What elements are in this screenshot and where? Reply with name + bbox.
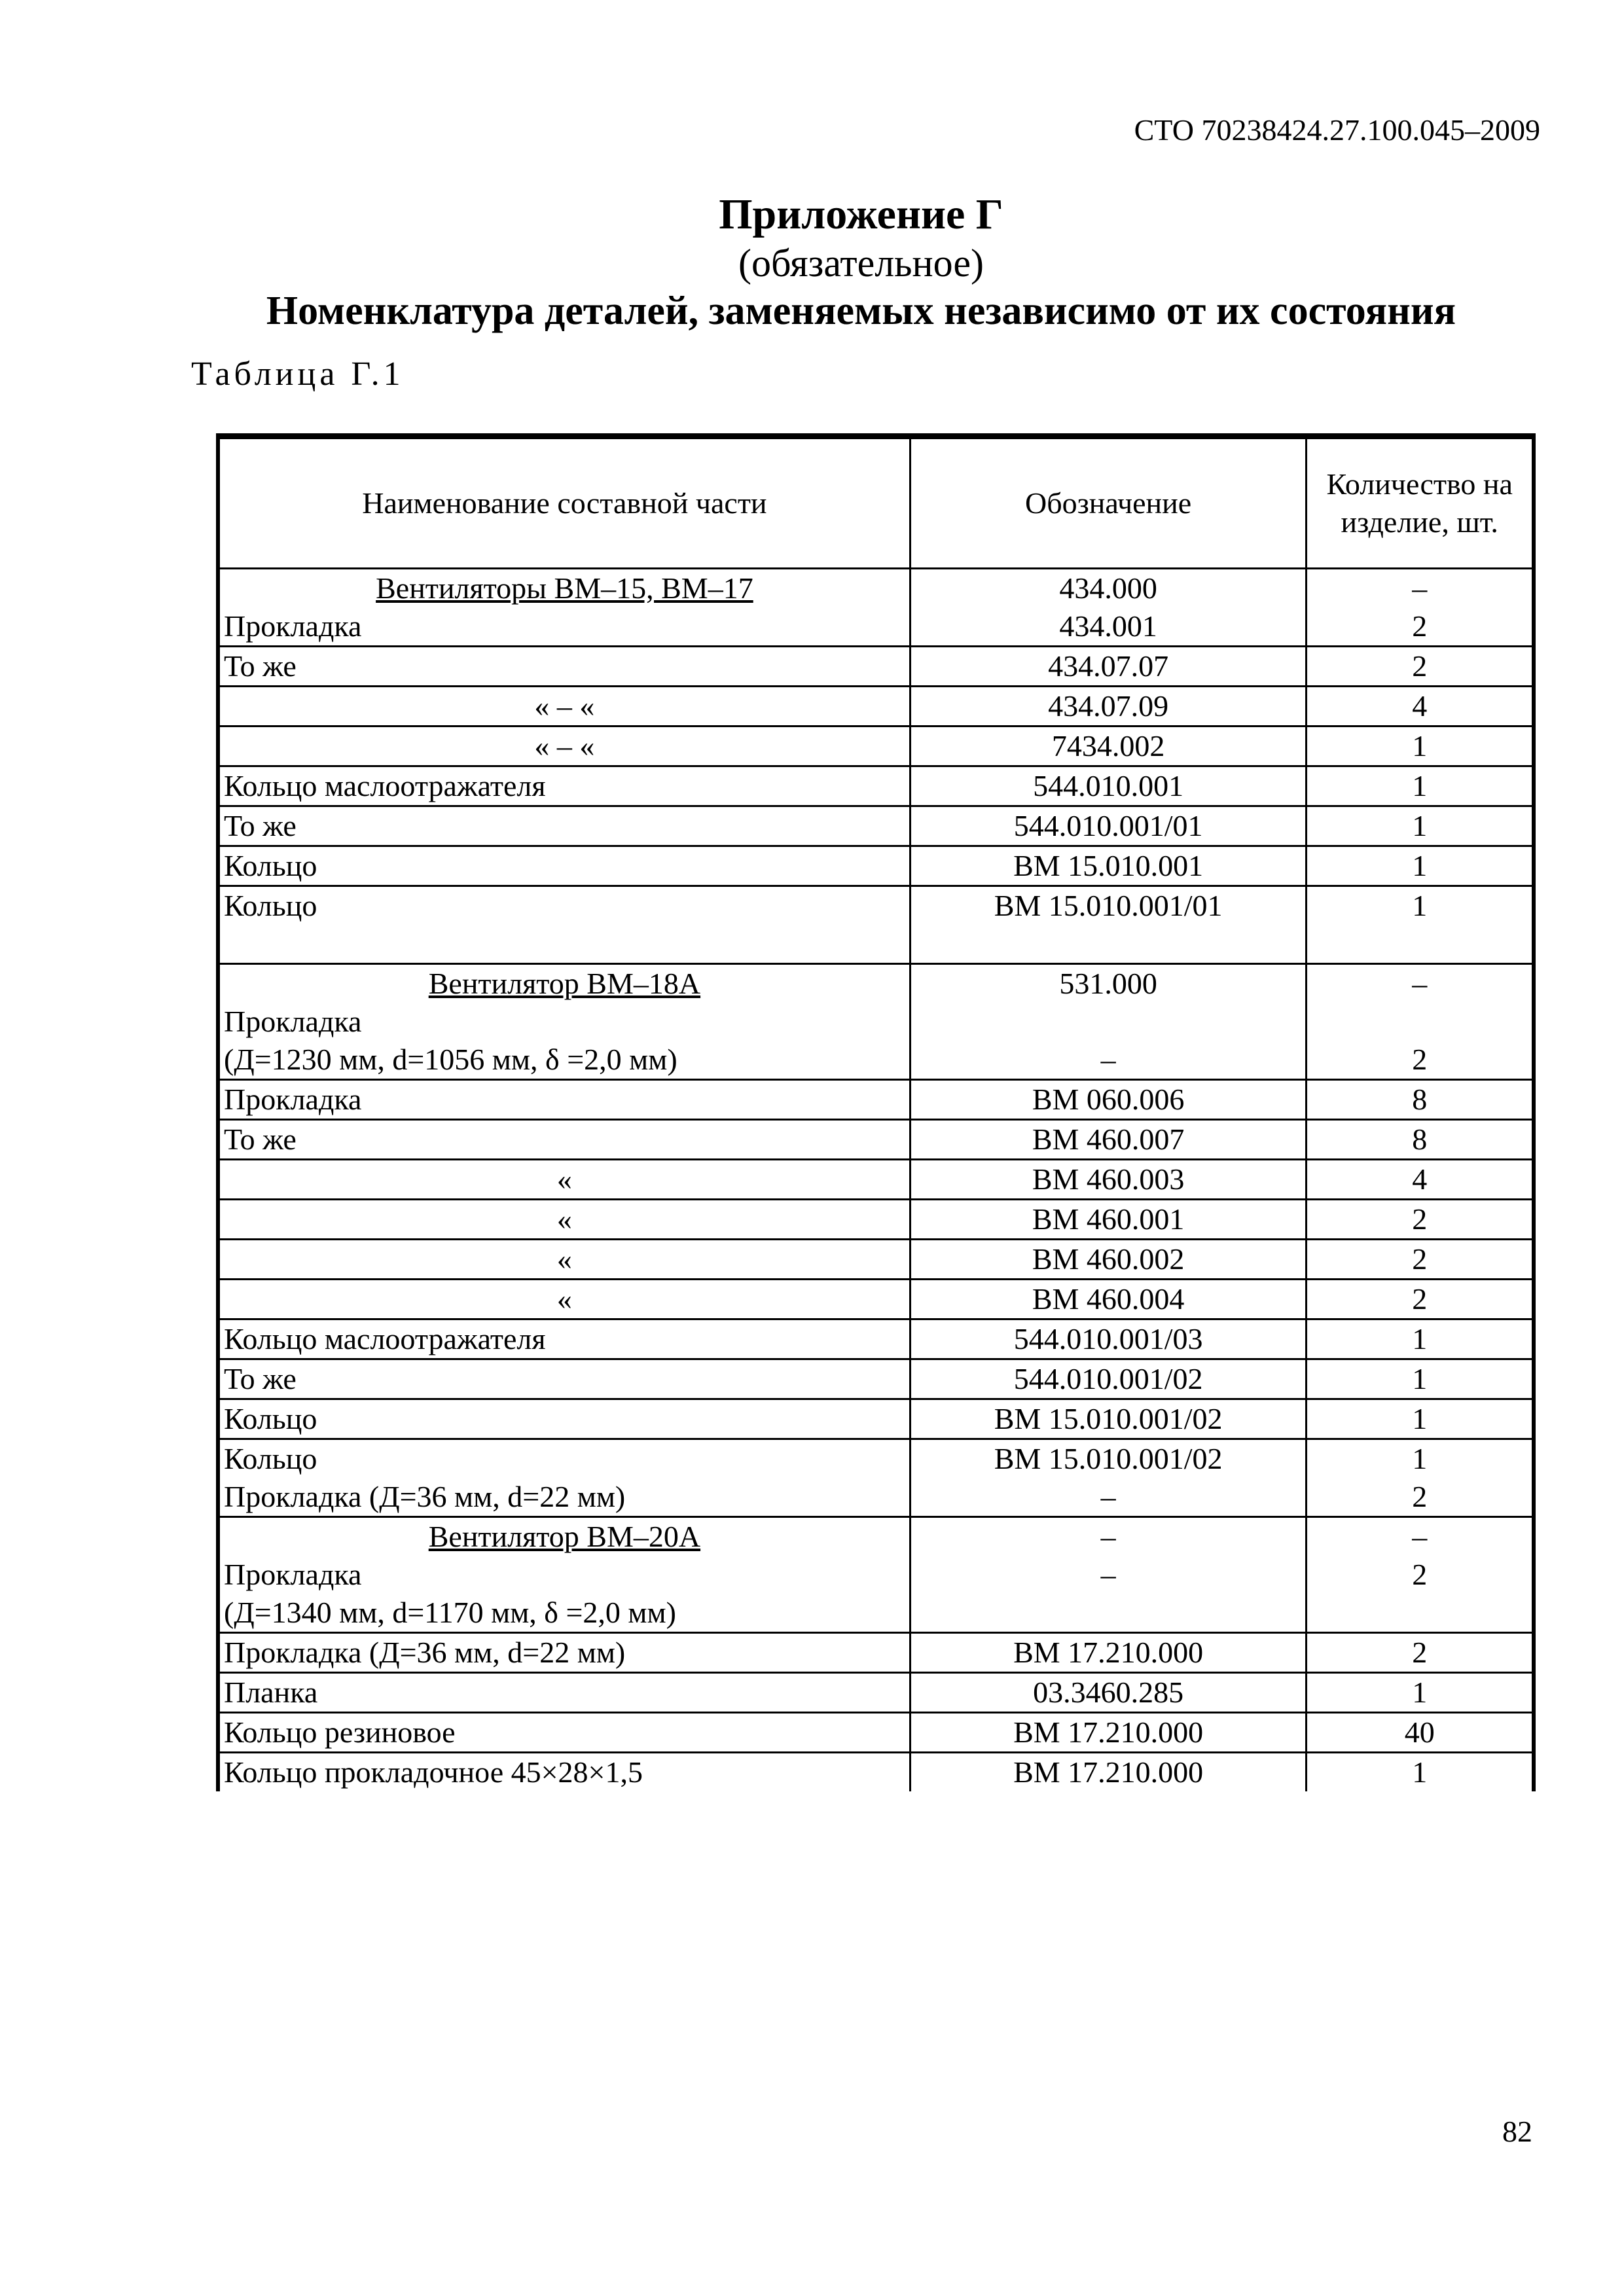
part-name-cell [220, 687, 910, 726]
table-row [220, 1399, 1532, 1439]
quantity-cell [1307, 1280, 1532, 1319]
part-name: Кольцо прокладочное 45×28×1,5 [224, 1755, 643, 1789]
designation-cell [910, 726, 1307, 766]
part-name: Планка [224, 1676, 318, 1709]
quantity: – [1412, 1520, 1428, 1553]
table-row [220, 726, 1532, 766]
designation: 434.07.09 [1048, 689, 1169, 723]
table-row [220, 1673, 1532, 1713]
designation-cell [910, 1399, 1307, 1439]
part-name-cell [220, 1753, 910, 1792]
quantity [1311, 1594, 1528, 1632]
designation: – [1100, 1558, 1116, 1591]
table-row [220, 1240, 1532, 1280]
designation: – [1100, 1520, 1116, 1553]
designation-cell [910, 1713, 1307, 1753]
quantity: 1 [1412, 1362, 1428, 1395]
designation: 544.010.001 [1033, 769, 1184, 802]
designation: 03.3460.285 [1033, 1676, 1184, 1709]
quantity: 2 [1412, 1636, 1428, 1669]
designation: – [1100, 1043, 1116, 1076]
designation: ВМ 15.010.001/02 [994, 1442, 1223, 1475]
table-row [220, 964, 1532, 1080]
part-name: Кольцо маслоотражателя [224, 769, 546, 802]
table-row [220, 1280, 1532, 1319]
quantity-cell [1307, 1359, 1532, 1399]
designation: ВМ 15.010.001/01 [994, 889, 1223, 922]
designation-cell [910, 1120, 1307, 1160]
table-row [220, 647, 1532, 687]
part-name: То же [224, 1362, 297, 1395]
designation-cell [910, 886, 1307, 964]
table-row [220, 766, 1532, 806]
quantity-cell [1307, 886, 1532, 964]
designation-cell [910, 1359, 1307, 1399]
part-name: Кольцо [224, 849, 317, 882]
designation: ВМ 15.010.001/02 [994, 1402, 1223, 1435]
part-name: (Д=1230 мм, d=1056 мм, δ =2,0 мм) [224, 1043, 677, 1076]
designation: 434.000 [1059, 571, 1157, 605]
designation: ВМ 060.006 [1032, 1083, 1185, 1116]
part-name-cell [220, 1319, 910, 1359]
designation-cell [910, 1240, 1307, 1280]
part-name: То же [224, 809, 297, 842]
quantity: 4 [1412, 1162, 1428, 1196]
quantity: 40 [1404, 1715, 1435, 1749]
table-row [220, 1713, 1532, 1753]
table-row [220, 1439, 1532, 1517]
quantity-cell [1307, 1160, 1532, 1200]
part-name: То же [224, 1122, 297, 1156]
part-name: « [556, 1162, 572, 1196]
quantity-cell [1307, 647, 1532, 687]
quantity-cell [1307, 569, 1532, 647]
part-name-cell [220, 1359, 910, 1399]
quantity: – [1412, 967, 1428, 1000]
table-row [220, 1160, 1532, 1200]
designation: 544.010.001/01 [1013, 809, 1203, 842]
table-row [220, 886, 1532, 964]
designation: ВМ 460.004 [1032, 1282, 1185, 1316]
quantity-cell [1307, 964, 1532, 1080]
group-heading: Вентилятор ВМ–20А [428, 1520, 701, 1553]
part-name: Кольцо [224, 1442, 317, 1475]
part-name: Прокладка [224, 1083, 362, 1116]
part-name: Кольцо маслоотражателя [224, 1322, 546, 1355]
part-name-cell [220, 806, 910, 846]
part-name: (Д=1340 мм, d=1170 мм, δ =2,0 мм) [224, 1596, 676, 1629]
quantity-cell [1307, 687, 1532, 726]
part-name: « – « [534, 729, 595, 762]
table-row [220, 1359, 1532, 1399]
quantity-cell [1307, 846, 1532, 886]
designation: 7434.002 [1051, 729, 1165, 762]
part-name-cell [220, 1120, 910, 1160]
table-row [220, 806, 1532, 846]
designation: ВМ 460.003 [1032, 1162, 1185, 1196]
part-name: Прокладка [224, 1558, 362, 1591]
quantity: 1 [1412, 1442, 1428, 1475]
quantity: 1 [1412, 1755, 1428, 1789]
designation: 434.07.07 [1048, 649, 1169, 683]
appendix-heading: Номенклатура деталей, заменяемых независимо от их состояния [266, 289, 1456, 333]
designation: ВМ 17.210.000 [1013, 1715, 1204, 1749]
table-row [220, 1120, 1532, 1160]
part-name: Прокладка [224, 609, 362, 643]
designation-cell [910, 1633, 1307, 1673]
part-name-cell [220, 1399, 910, 1439]
part-name-cell [220, 1673, 910, 1713]
group-heading: Вентиляторы ВМ–15, ВМ–17 [376, 571, 753, 605]
part-name: Кольцо резиновое [224, 1715, 456, 1749]
part-name: « [556, 1202, 572, 1236]
part-name-cell [220, 1240, 910, 1280]
designation-cell [910, 1160, 1307, 1200]
part-name-cell [220, 647, 910, 687]
quantity-cell [1307, 1633, 1532, 1673]
quantity-cell [1307, 1120, 1532, 1160]
part-name: « [556, 1282, 572, 1316]
part-name: Прокладка [224, 1005, 362, 1038]
part-name-cell [220, 569, 910, 647]
part-name-cell [220, 1200, 910, 1240]
quantity-cell [1307, 766, 1532, 806]
appendix-title: Приложение Г [719, 190, 1003, 238]
quantity: 1 [1412, 889, 1428, 922]
page-number: 82 [1502, 2115, 1532, 2148]
designation-cell [910, 766, 1307, 806]
part-name: « [556, 1242, 572, 1276]
designation-cell [910, 846, 1307, 886]
part-name: Кольцо [224, 1402, 317, 1435]
designation-cell [910, 1319, 1307, 1359]
quantity: 4 [1412, 689, 1428, 723]
group-heading: Вентилятор ВМ–18А [428, 967, 701, 1000]
part-name-cell [220, 886, 910, 964]
designation: ВМ 17.210.000 [1013, 1636, 1204, 1669]
designation [915, 1594, 1302, 1632]
designation: ВМ 17.210.000 [1013, 1755, 1204, 1789]
quantity: 8 [1412, 1083, 1428, 1116]
designation: 531.000 [1059, 967, 1157, 1000]
designation: ВМ 460.001 [1032, 1202, 1185, 1236]
part-name-cell [220, 1633, 910, 1673]
quantity: 1 [1412, 849, 1428, 882]
quantity-cell [1307, 1080, 1532, 1120]
quantity: 2 [1412, 1558, 1428, 1591]
designation-cell [910, 964, 1307, 1080]
part-name: То же [224, 649, 297, 683]
designation: 544.010.001/03 [1013, 1322, 1203, 1355]
part-name: Прокладка (Д=36 мм, d=22 мм) [224, 1480, 626, 1513]
designation-cell [910, 1280, 1307, 1319]
part-name-cell [220, 1080, 910, 1120]
table-row [220, 1633, 1532, 1673]
quantity: 2 [1412, 1282, 1428, 1316]
parts-table [216, 433, 1536, 1791]
designation-cell [910, 687, 1307, 726]
part-name: Кольцо [224, 889, 317, 922]
column-header-code: Обозначение [910, 439, 1307, 569]
quantity: 1 [1412, 769, 1428, 802]
quantity-cell [1307, 1319, 1532, 1359]
designation: – [1100, 1480, 1116, 1513]
quantity-cell [1307, 806, 1532, 846]
column-header-name: Наименование составной части [220, 439, 910, 569]
table-row [220, 1080, 1532, 1120]
designation-cell [910, 1080, 1307, 1120]
quantity: 2 [1412, 609, 1428, 643]
quantity: 2 [1412, 649, 1428, 683]
part-name-cell [220, 1160, 910, 1200]
table-row [220, 569, 1532, 647]
designation-cell [910, 569, 1307, 647]
part-name-cell [220, 1280, 910, 1319]
designation-cell [910, 1200, 1307, 1240]
quantity: 1 [1412, 729, 1428, 762]
quantity-cell [1307, 1200, 1532, 1240]
part-name-cell [220, 1713, 910, 1753]
part-name-cell [220, 1439, 910, 1517]
quantity-cell [1307, 1399, 1532, 1439]
quantity: 1 [1412, 1676, 1428, 1709]
table-caption: Таблица Г.1 [191, 355, 405, 393]
quantity: 2 [1412, 1202, 1428, 1236]
part-name-cell [220, 964, 910, 1080]
part-name-cell [220, 726, 910, 766]
table-row [220, 1319, 1532, 1359]
document-code: СТО 70238424.27.100.045–2009 [1134, 113, 1540, 147]
part-name: Прокладка (Д=36 мм, d=22 мм) [224, 1636, 626, 1669]
designation-cell [910, 1439, 1307, 1517]
table-row [220, 1753, 1532, 1792]
quantity-cell [1307, 726, 1532, 766]
part-name-cell [220, 766, 910, 806]
quantity: 8 [1412, 1122, 1428, 1156]
quantity-cell [1307, 1753, 1532, 1792]
designation: ВМ 460.007 [1032, 1122, 1185, 1156]
quantity-cell [1307, 1439, 1532, 1517]
designation-cell [910, 1753, 1307, 1792]
quantity: 2 [1412, 1043, 1428, 1076]
designation: 434.001 [1059, 609, 1157, 643]
table-row [220, 1200, 1532, 1240]
quantity-cell [1307, 1240, 1532, 1280]
table-row [220, 687, 1532, 726]
designation-cell [910, 1517, 1307, 1633]
part-name-cell [220, 1517, 910, 1633]
designation-cell [910, 647, 1307, 687]
quantity-cell [1307, 1713, 1532, 1753]
designation [915, 1003, 1302, 1041]
part-name-cell [220, 846, 910, 886]
table-header-row [220, 439, 1532, 569]
designation: ВМ 460.002 [1032, 1242, 1185, 1276]
quantity: 2 [1412, 1480, 1428, 1513]
designation: ВМ 15.010.001 [1013, 849, 1204, 882]
quantity: – [1412, 571, 1428, 605]
quantity [1311, 1003, 1528, 1041]
table-row [220, 846, 1532, 886]
quantity-cell [1307, 1517, 1532, 1633]
appendix-subtitle: (обязательное) [738, 242, 984, 285]
table-row [220, 1517, 1532, 1633]
quantity: 1 [1412, 1322, 1428, 1355]
column-header-qty: Количество на изделие, шт. [1307, 439, 1532, 569]
quantity: 1 [1412, 1402, 1428, 1435]
part-name: « – « [534, 689, 595, 723]
designation-cell [910, 1673, 1307, 1713]
part-name [224, 925, 905, 963]
quantity: 1 [1412, 809, 1428, 842]
designation: 544.010.001/02 [1013, 1362, 1203, 1395]
quantity-cell [1307, 1673, 1532, 1713]
quantity: 2 [1412, 1242, 1428, 1276]
designation-cell [910, 806, 1307, 846]
